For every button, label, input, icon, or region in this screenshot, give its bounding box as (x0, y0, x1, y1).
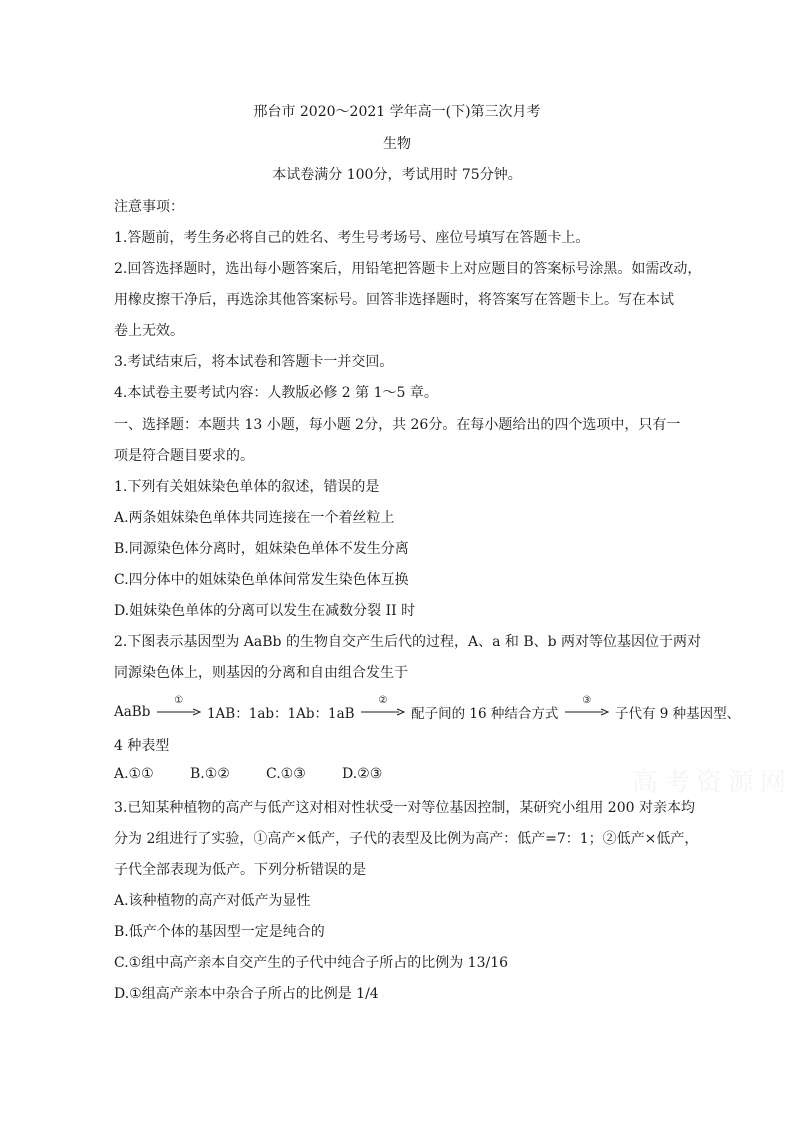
question-3-option-c: C.①组中高产亲本自交产生的子代中纯合子所占的比例为 13/16 (114, 955, 509, 971)
question-3-option-d: D.①组高产亲本中杂合子所占的比例是 1/4 (114, 986, 379, 1002)
flow-step-2-label: ② (378, 695, 388, 706)
question-1-option-a: A.两条姐妹染色单体共同连接在一个着丝粒上 (114, 510, 395, 526)
question-3-option-b: B.低产个体的基因型一定是纯合的 (114, 924, 325, 940)
section-heading: 一、选择题：本题共 13 小题，每小题 2分，共 26分。在每小题给出的四个选项中，只有一 (114, 417, 681, 433)
question-2-stem-cont: 同源染色体上，则基因的分离和自由组合发生于 (114, 665, 408, 681)
exam-title: 邢台市 2020～2021 学年高一(下)第三次月考 (253, 104, 541, 120)
notes-heading: 注意事项： (114, 199, 184, 215)
watermark: 高考资源网 (632, 768, 793, 798)
arrow-icon (157, 695, 201, 717)
question-3-stem-cont: 分为 2组进行了实验，①高产×低产，子代的表型及比例为高产：低产=7：1；②低产×低产， (114, 831, 699, 847)
question-2-option-d: D.②③ (342, 766, 383, 782)
question-2-option-b: B.①② (190, 766, 230, 782)
flow-end-cont: 4 种表型 (114, 738, 170, 754)
note-line: 4.本试卷主要考试内容：人教版必修 2 第 1～5 章。 (114, 385, 438, 401)
exam-info: 本试卷满分 100分，考试用时 75分钟。 (272, 167, 522, 183)
question-3-stem: 3.已知某种植物的高产与低产这对相对性状受一对等位基因控制，某研究小组用 200 对亲本均 (114, 800, 695, 816)
flow-start: AaBb (114, 704, 151, 720)
question-2-flow-diagram (114, 695, 741, 726)
section-heading-cont: 项是符合题目要求的。 (114, 448, 254, 464)
note-line: 卷上无效。 (114, 323, 184, 339)
exam-subject: 生物 (383, 136, 411, 152)
question-2-stem: 2.下图表示基因型为 AaBb 的生物自交产生后代的过程，A、a 和 B、b 两对等位基因位于两对 (114, 634, 702, 650)
flow-step-1-label: ① (174, 695, 184, 706)
note-line: 1.答题前，考生务必将自己的姓名、考生号考场号、座位号填写在答题卡上。 (114, 230, 590, 246)
flow-end: 子代有 9 种基因型、 (615, 706, 741, 722)
question-2-option-a: A.①① (114, 766, 154, 782)
question-3-stem-cont: 子代全部表现为低产。下列分析错误的是 (114, 862, 366, 878)
flow-step-3-label: ③ (582, 695, 592, 706)
note-line: 2.回答选择题时，选出每小题答案后，用铅笔把答题卡上对应题目的答案标号涂黑。如需改动， (114, 261, 702, 277)
arrow-icon (565, 695, 609, 717)
question-1-option-d: D.姐妹染色单体的分离可以发生在减数分裂 II 时 (114, 603, 416, 619)
question-1-stem: 1.下列有关姐妹染色单体的叙述，错误的是 (114, 479, 380, 495)
flow-gamete-ratio: 1AB：1ab：1Ab：1aB (206, 706, 355, 722)
note-line: 3.考试结束后，将本试卷和答题卡一并交回。 (114, 354, 394, 370)
question-2-option-c: C.①③ (266, 766, 306, 782)
question-2-options (114, 766, 382, 782)
question-1-option-b: B.同源染色体分离时，姐妹染色单体不发生分离 (114, 541, 409, 557)
note-line: 用橡皮擦干净后，再选涂其他答案标号。回答非选择题时，将答案写在答题卡上。写在本试 (114, 292, 674, 308)
flow-combinations: 配子间的 16 种结合方式 (411, 706, 559, 722)
question-3-option-a: A.该种植物的高产对低产为显性 (114, 893, 311, 909)
arrow-icon (361, 695, 405, 717)
question-1-option-c: C.四分体中的姐妹染色单体间常发生染色体互换 (114, 572, 409, 588)
